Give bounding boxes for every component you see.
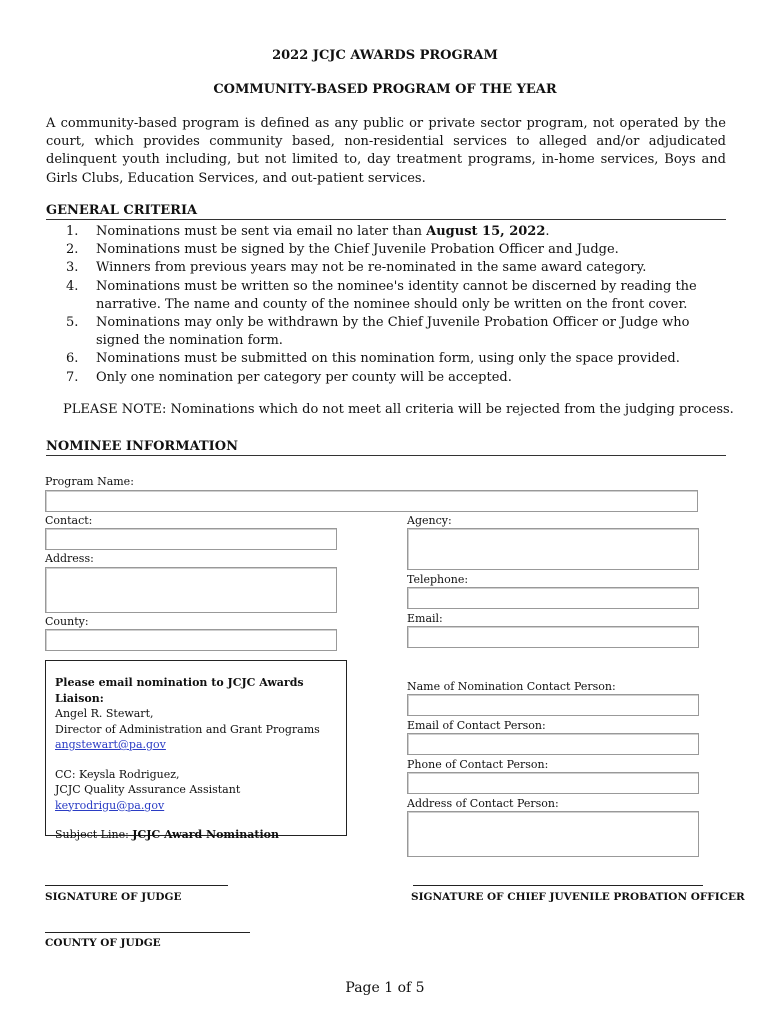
criteria-list <box>46 223 726 387</box>
program-name-label: Program Name: <box>45 475 134 488</box>
deadline-date: August 15, 2022 <box>426 224 546 239</box>
cjpo-signature-line[interactable] <box>413 885 703 886</box>
criteria-item: 5. Nominations may only be withdrawn by the Chief Juvenile Probation Officer or Judge who signed the nomination form. <box>66 315 690 349</box>
county-of-judge-label: COUNTY OF JUDGE <box>45 937 161 949</box>
criteria-item: 3. Winners from previous years may not be re-nominated in the same award category. <box>66 260 647 276</box>
county-label: County: <box>45 615 89 628</box>
county-of-judge-line[interactable] <box>45 932 250 933</box>
criteria-item: 1. Nominations must be sent via email no later than August 15, 2022. <box>66 224 550 239</box>
criteria-note: PLEASE NOTE: Nominations which do not meet all criteria will be rejected from the judging process. <box>63 402 734 417</box>
judge-signature-line[interactable] <box>45 885 228 886</box>
criteria-item: 7. Only one nomination per category per county will be accepted. <box>66 369 512 385</box>
contact-person-email-label: Email of Contact Person: <box>407 719 546 732</box>
criteria-item: 6. Nominations must be submitted on this nomination form, using only the space provided. <box>66 351 680 367</box>
contact-person-email-field[interactable] <box>407 733 699 755</box>
criteria-item: 4. Nominations must be written so the nominee's identity cannot be discerned by reading the narrative. The name and county of the nominee should only be written on the front cover. <box>66 278 697 312</box>
program-name-field[interactable] <box>45 490 698 512</box>
contact-person-address-field[interactable] <box>407 811 699 857</box>
telephone-field[interactable] <box>407 587 699 609</box>
page-number: Page 1 of 5 <box>345 980 425 996</box>
telephone-label: Telephone: <box>407 573 469 586</box>
email-label: Email: <box>407 612 443 625</box>
cjpo-signature-label: SIGNATURE OF CHIEF JUVENILE PROBATION OFFICER <box>411 891 745 903</box>
cc-name: CC: Keysla Rodriguez, <box>55 767 180 781</box>
county-field[interactable] <box>45 629 337 651</box>
judge-signature-label: SIGNATURE OF JUDGE <box>45 891 182 903</box>
program-definition: A community-based program is defined as any public or private sector program, not operated by the court, which provides community based, non-residential services to alleged and/or adjudicated delinquent youth including, but not limited to, day treatment programs, in-home services, Boys and Girls Clubs, Education Services, and out-patient services. <box>46 116 726 186</box>
contact-person-name-label: Name of Nomination Contact Person: <box>407 680 616 693</box>
address-field[interactable] <box>45 567 337 613</box>
contact-person-phone-field[interactable] <box>407 772 699 794</box>
document-title: 2022 JCJC AWARDS PROGRAM <box>272 48 498 63</box>
nominee-information-heading: NOMINEE INFORMATION <box>46 439 726 456</box>
liaison-info-box <box>45 660 347 841</box>
contact-field[interactable] <box>45 528 337 550</box>
liaison-name: Angel R. Stewart, <box>55 707 154 720</box>
agency-field[interactable] <box>407 528 699 570</box>
agency-label: Agency: <box>407 514 452 527</box>
subject-line: Subject Line: JCJC Award Nomination <box>55 828 279 841</box>
contact-person-name-field[interactable] <box>407 694 699 716</box>
cc-email-link[interactable]: keyrodrigu@pa.gov <box>55 798 165 812</box>
cc-title: JCJC Quality Assurance Assistant <box>55 783 241 796</box>
criteria-item: 2. Nominations must be signed by the Chief Juvenile Probation Officer and Judge. <box>66 242 619 258</box>
email-field[interactable] <box>407 626 699 648</box>
contact-person-address-label: Address of Contact Person: <box>407 797 559 810</box>
contact-person-phone-label: Phone of Contact Person: <box>407 758 549 771</box>
document-subtitle: COMMUNITY-BASED PROGRAM OF THE YEAR <box>213 82 557 97</box>
general-criteria-heading: GENERAL CRITERIA <box>46 203 726 220</box>
address-label: Address: <box>45 552 94 565</box>
contact-label: Contact: <box>45 514 93 527</box>
liaison-email-link[interactable]: angstewart@pa.gov <box>55 738 166 751</box>
liaison-heading: Please email nomination to JCJC Awards Liaison: <box>55 676 304 705</box>
liaison-title: Director of Administration and Grant Programs <box>55 722 320 736</box>
